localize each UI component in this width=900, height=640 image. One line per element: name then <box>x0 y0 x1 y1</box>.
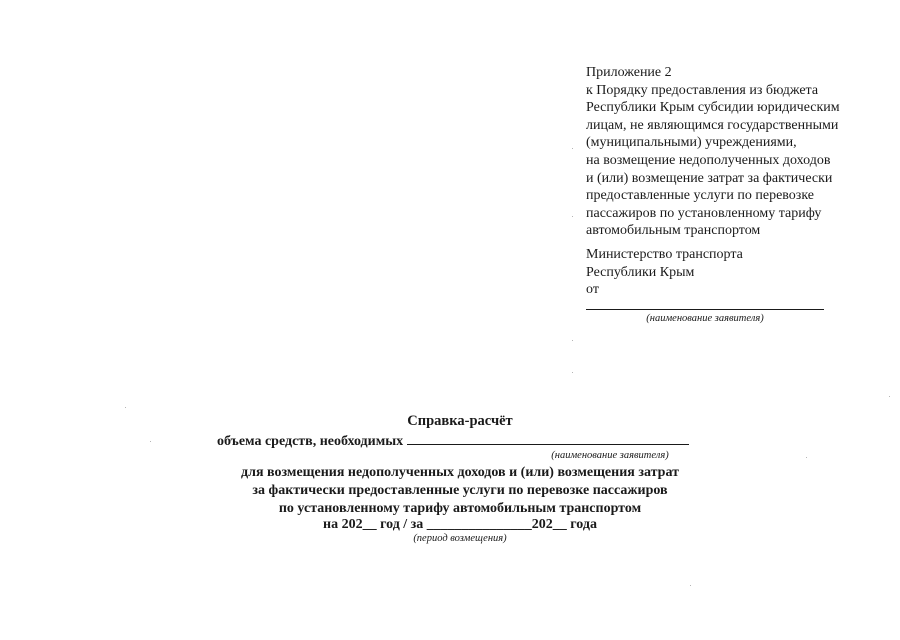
purpose-line: за фактически предоставленные услуги по перевозке пассажиров <box>252 483 668 499</box>
appendix-line: и (или) возмещение затрат за фактически <box>586 170 833 186</box>
appendix-line: пассажиров по установленному тарифу <box>586 205 822 221</box>
purpose-line: для возмещения недополученных доходов и (или) возмещения затрат <box>241 465 679 480</box>
appendix-line: (муниципальными) учреждениями, <box>586 135 797 151</box>
certificate-title: Справка-расчёт <box>407 413 513 429</box>
funds-applicant-blank <box>407 432 689 445</box>
scan-speck <box>806 457 807 458</box>
funds-caption: (наименование заявителя) <box>551 450 669 461</box>
period-row: на 202__ год / за _______________202__ года <box>323 517 597 532</box>
scan-speck <box>572 372 573 373</box>
appendix-line: к Порядку предоставления из бюджета <box>586 82 819 98</box>
applicant-name-underline <box>586 309 824 310</box>
purpose-text <box>170 464 750 519</box>
purpose-line: по установленному тарифу автомобильным транспортом <box>278 501 642 517</box>
appendix-line: предоставленные услуги по перевозке <box>586 188 814 204</box>
addressee-line: Министерство транспорта <box>586 247 743 262</box>
funds-prefix: объема средств, необходимых <box>217 434 404 449</box>
appendix-line: на возмещение недополученных доходов <box>586 152 831 168</box>
addressee-line: Республики Крым <box>586 264 695 280</box>
applicant-caption: (наименование заявителя) <box>646 313 764 324</box>
scan-speck <box>150 441 151 442</box>
addressee-from: от <box>586 282 599 298</box>
scan-speck <box>125 407 126 408</box>
appendix-line: Приложение 2 <box>586 65 672 80</box>
scan-speck <box>889 396 890 397</box>
scan-speck <box>690 585 691 586</box>
appendix-line: лицам, не являющимся государственными <box>586 117 839 133</box>
period-caption: (период возмещения) <box>413 533 507 544</box>
appendix-header <box>586 64 886 240</box>
appendix-line: Республики Крым субсидии юридическим <box>586 100 840 116</box>
scan-speck <box>572 148 573 149</box>
appendix-line: автомобильным транспортом <box>586 223 761 239</box>
scan-speck <box>572 340 573 341</box>
addressee-block <box>586 246 886 299</box>
scan-speck <box>572 216 573 217</box>
